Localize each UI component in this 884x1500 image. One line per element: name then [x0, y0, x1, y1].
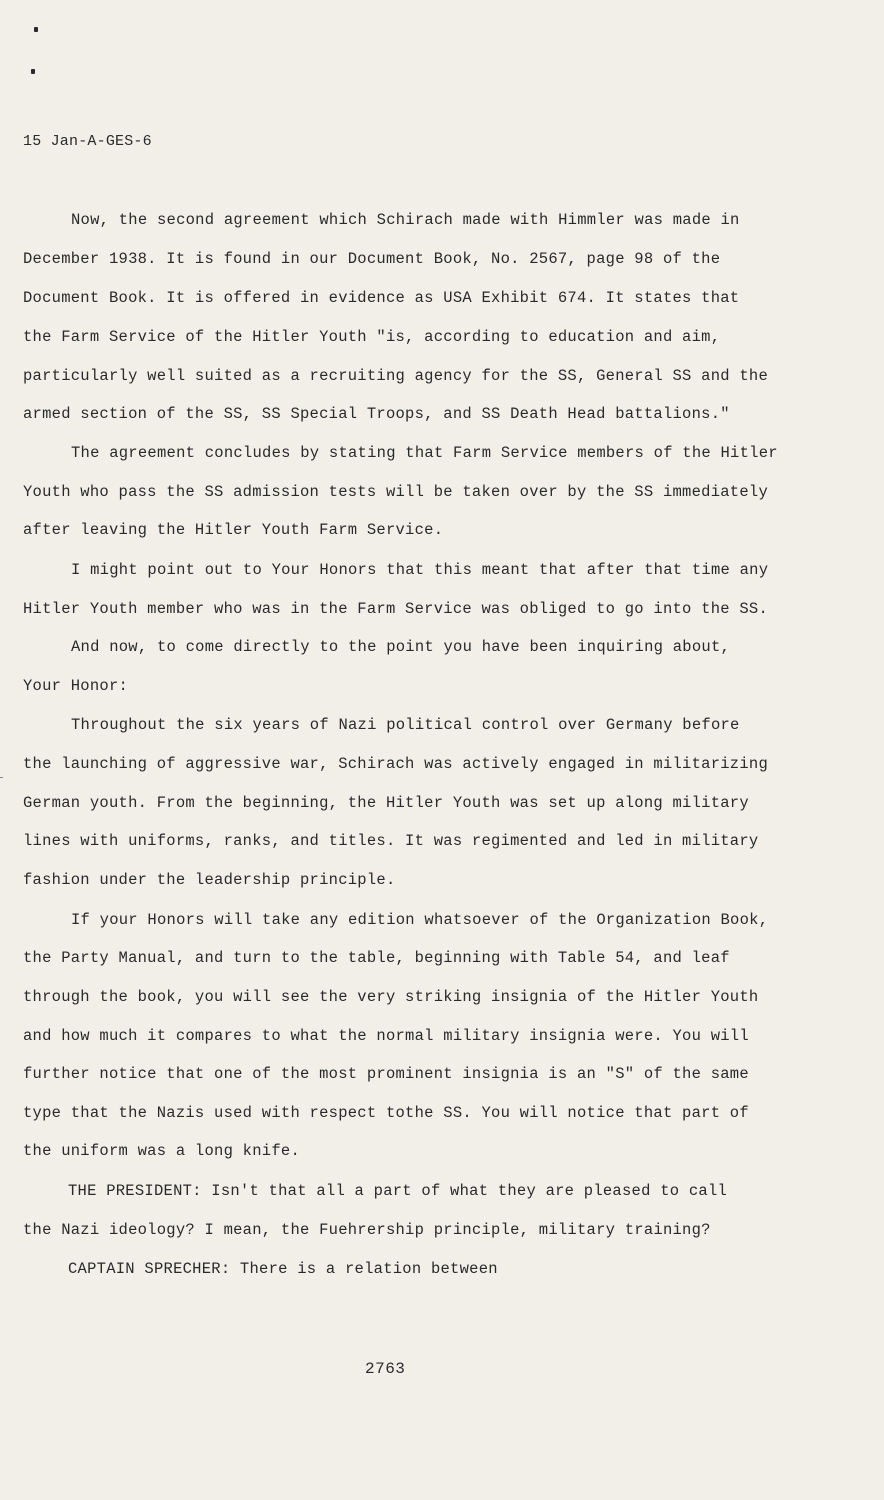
text-line: If your Honors will take any edition whatsoever of the Organization Book, — [71, 911, 769, 929]
text-line: THE PRESIDENT: Isn't that all a part of what they are pleased to call — [68, 1182, 728, 1200]
text-line: And now, to come directly to the point you have been inquiring about, — [71, 638, 731, 656]
text-line: the Farm Service of the Hitler Youth "is, according to education and aim, — [23, 328, 721, 346]
text-line: the uniform was a long knife. — [23, 1142, 300, 1160]
text-line: lines with uniforms, ranks, and titles. It was regimented and led in military — [23, 832, 759, 850]
text-line: type that the Nazis used with respect tothe SS. You will notice that part of — [23, 1104, 749, 1122]
text-line: the Party Manual, and turn to the table, beginning with Table 54, and leaf — [23, 949, 730, 967]
text-line: further notice that one of the most prominent insignia is an "S" of the same — [23, 1065, 749, 1083]
text-line: and how much it compares to what the normal military insignia were. You will — [23, 1027, 749, 1045]
text-line: Your Honor: — [23, 677, 129, 695]
text-line: fashion under the leadership principle. — [23, 871, 396, 889]
text-line: German youth. From the beginning, the Hitler Youth was set up along military — [23, 794, 749, 812]
text-line: Youth who pass the SS admission tests will be taken over by the SS immediately — [23, 483, 769, 501]
text-line: through the book, you will see the very striking insignia of the Hitler Youth — [23, 988, 759, 1006]
document-header-id: 15 Jan-A-GES-6 — [23, 133, 152, 150]
text-line: CAPTAIN SPRECHER: There is a relation between — [68, 1260, 498, 1278]
page-number: 2763 — [365, 1360, 406, 1378]
text-line: after leaving the Hitler Youth Farm Service. — [23, 521, 444, 539]
text-line: armed section of the SS, SS Special Troops, and SS Death Head battalions." — [23, 405, 730, 423]
text-line: the Nazi ideology? I mean, the Fuehrership principle, military training? — [23, 1221, 711, 1239]
punch-mark — [34, 27, 38, 32]
text-line: particularly well suited as a recruiting agency for the SS, General SS and the — [23, 367, 769, 385]
text-line: Throughout the six years of Nazi political control over Germany before — [71, 716, 740, 734]
text-line: The agreement concludes by stating that Farm Service members of the Hitler — [71, 444, 778, 462]
text-line: I might point out to Your Honors that this meant that after that time any — [71, 561, 769, 579]
margin-tick — [0, 777, 3, 778]
text-line: Document Book. It is offered in evidence as USA Exhibit 674. It states that — [23, 289, 740, 307]
text-line: Hitler Youth member who was in the Farm Service was obliged to go into the SS. — [23, 600, 769, 618]
text-line: Now, the second agreement which Schirach made with Himmler was made in — [71, 211, 740, 229]
punch-mark — [31, 69, 35, 74]
text-line: December 1938. It is found in our Document Book, No. 2567, page 98 of the — [23, 250, 721, 268]
text-line: the launching of aggressive war, Schirach was actively engaged in militarizing — [23, 755, 769, 773]
